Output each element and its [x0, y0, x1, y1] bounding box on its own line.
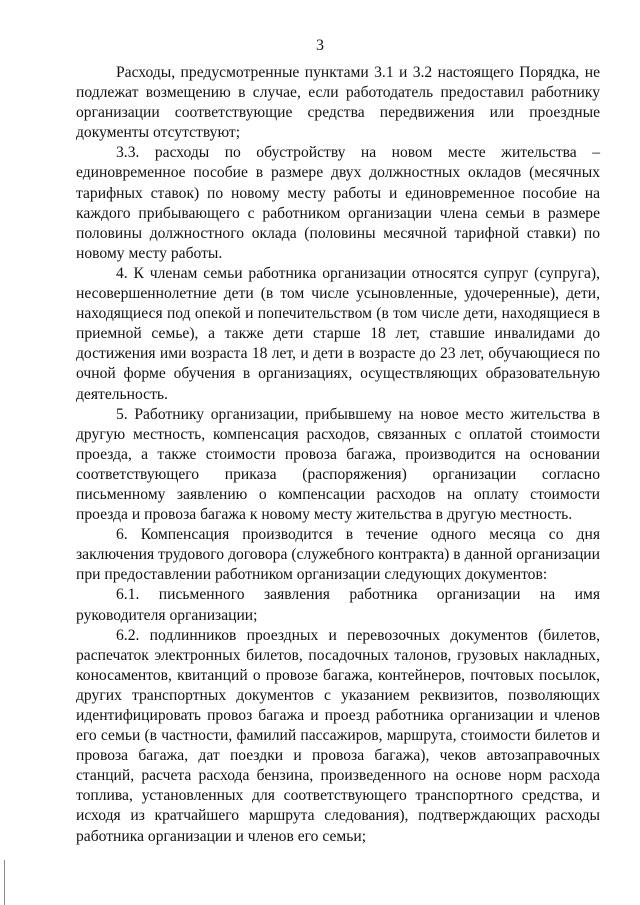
paragraph-6: 6. Компенсация производится в течение одного месяца со дня заключения трудового договора (служебного контракта) в данной организации при предоставлении работником организации следующих документов: [76, 526, 600, 584]
paragraph-6-1: 6.1. письменного заявления работника организации на имя руководителя организации; [76, 586, 600, 624]
scan-edge-line [4, 860, 5, 905]
paragraph-5: 5. Работнику организации, прибывшему на новое место жительства в другую местность, компенсация расходов, связанных с оплатой стоимости проезда, а также стоимости провоза багажа, производится на основании соответствующего приказа (распоряжения) организации согласно письменному заявлению о компенсации расходов на оплату стоимости проезда и провоза багажа к новому месту жительства в другую местность. [76, 405, 600, 524]
paragraph-6-2: 6.2. подлинников проездных и перевозочных документов (билетов, распечаток электронных билетов, посадочных талонов, грузовых накладных, коносаментов, квитанций о провозе багажа, контейнеров, почтовых посылок, других транспортных документов с указанием реквизитов, позволяющих идентифицировать провоз багажа и проезд работника организации и членов его семьи (в частности, фамилий пассажиров, маршрута, стоимости билетов и провоза багажа, дат поездки и провоза багажа), чеков автозаправочных станций, расчета расхода бензина, произведенного на основе норм расхода топлива, установленных для соответствующего транспортного средства, и исходя из кратчайшего маршрута следования), подтверждающих расходы работника организации и членов его семьи; [76, 626, 600, 845]
paragraph-transport-expenses-note: Расходы, предусмотренные пунктами 3.1 и 3.2 настоящего Порядка, не подлежат возмещению в случае, если работодатель предоставил работнику организации соответствующие средства передвижения или проездные документы отсутствуют; [76, 64, 600, 142]
paragraph-4: 4. К членам семьи работника организации относятся супруг (супруга), несовершеннолетние дети (в том числе усыновленные, удочеренные), дети, находящиеся под опекой и попечительством (в том числе дети, находящиеся в приемной семье), а также дети старше 18 лет, ставшие инвалидами до достижения ими возраста 18 лет, и дети в возрасте до 23 лет, обучающиеся по очной форме обучения в организациях, осуществляющих образовательную деятельность. [76, 264, 600, 403]
page-number: 3 [316, 37, 324, 54]
document-body [76, 63, 600, 847]
paragraph-3-3: 3.3. расходы по обустройству на новом месте жительства – единовременное пособие в размере двух должностных окладов (месячных тарифных ставок) по новому месту работы и единовременное пособие на каждого прибывающего с работником организации члена семьи в размере половины должностного оклада (половины месячной тарифной ставки) по новому месту работы. [76, 144, 600, 262]
